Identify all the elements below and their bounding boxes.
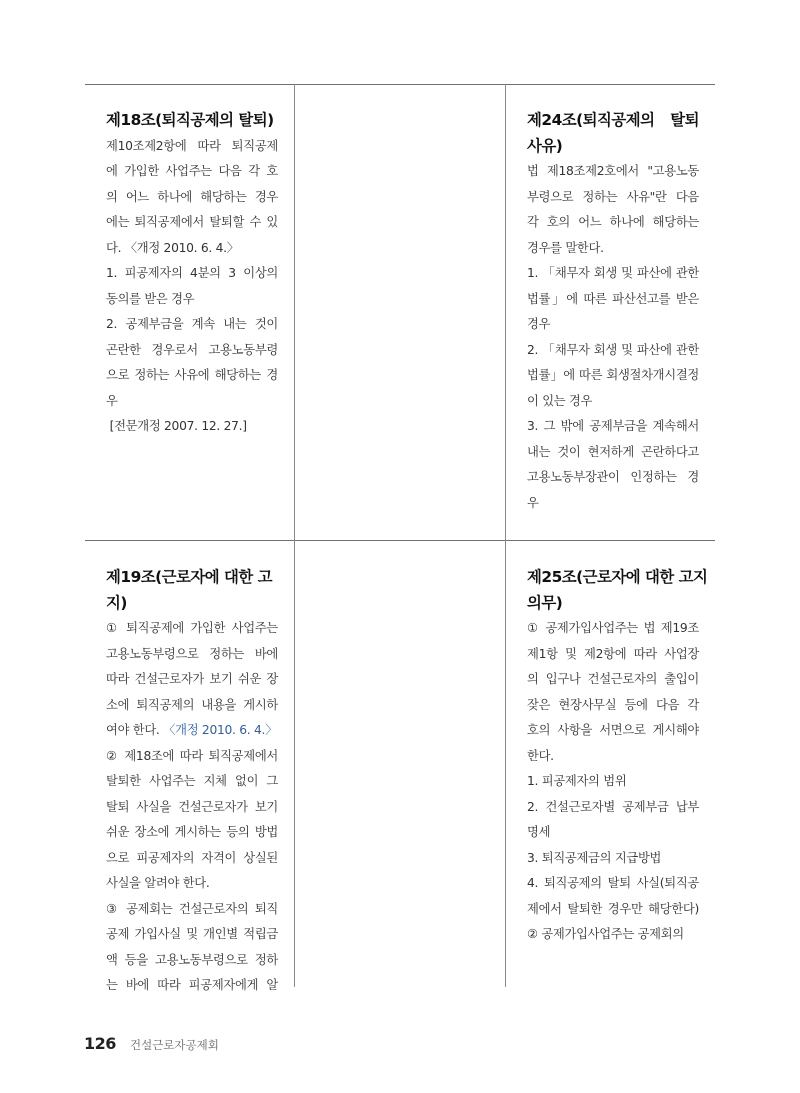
article-25-line: 3. 퇴직공제금의 지급방법 <box>527 850 662 865</box>
article-19-line: 공제 가입사실 및 개인별 적립금 <box>106 927 278 941</box>
article-19-line-text: 여야 한다. <box>106 723 164 737</box>
article-18-line: 으로 정하는 사유에 해당하는 경 <box>106 368 278 382</box>
article-18-line: 동의를 받은 경우 <box>106 291 195 306</box>
article-19-line: 따라 건설근로자가 보기 쉬운 장 <box>106 672 278 686</box>
amendment-note: 〈개정 2010. 6. 4.〉 <box>163 723 278 737</box>
article-25-line: 2. 건설근로자별 공제부금 납부 <box>527 799 699 814</box>
article-18-line: 의 어느 하나에 해당하는 경우 <box>106 189 278 204</box>
article-24-line: 법률」에 따른 파산선고를 받은 <box>527 291 699 306</box>
article-19-line: ② 제18조에 따라 퇴직공제에서 <box>106 748 278 763</box>
article-25-line: ① 공제가입사업주는 법 제19조 <box>527 621 699 635</box>
article-24-line: 우 <box>527 495 539 510</box>
article-18-line: 1. 피공제자의 4분의 3 이상의 <box>106 266 278 280</box>
article-19-title: 제19조(근로자에 대한 고지) <box>106 568 272 612</box>
article-24 <box>527 108 699 516</box>
article-24-line: 2. 「채무자 회생 및 파산에 관한 <box>527 342 699 357</box>
article-19-line: 액 등을 고용노동부령으로 정하 <box>106 952 278 967</box>
article-19-line: ③ 공제회는 건설근로자의 퇴직 <box>106 901 278 916</box>
article-19-line: 소에 퇴직공제의 내용을 게시하 <box>106 697 278 712</box>
article-24-title: 제24조(퇴직공제의 탈퇴 <box>527 111 699 129</box>
article-19-line <box>106 718 278 744</box>
article-19-line: 쉬운 장소에 게시하는 등의 방법 <box>106 825 278 839</box>
top-border <box>85 84 715 85</box>
article-18-line: 에는 퇴직공제에서 탈퇴할 수 있 <box>106 215 278 229</box>
article-24-line: 1. 「채무자 회생 및 파산에 관한 <box>527 266 699 280</box>
article-24-line: 3. 그 밖에 공제부금을 계속해서 <box>527 419 699 433</box>
article-19-line: 사실을 알려야 한다. <box>106 876 210 890</box>
article-25-line: 의 입구나 건설근로자의 출입이 <box>527 672 699 686</box>
article-25-line: 한다. <box>527 748 554 763</box>
article-25-line: ② 공제가입사업주는 공제회의 <box>527 927 684 941</box>
article-24-line: 경우 <box>527 317 551 331</box>
article-25-title: 제25조(근로자에 대한 고지 <box>527 568 708 586</box>
article-19-line: 으로 피공제자의 자격이 상실된 <box>106 850 278 865</box>
article-24-line: 내는 것이 현저하게 곤란하다고 <box>527 444 699 459</box>
article-18-line: [전문개정 2007. 12. 27.] <box>106 419 247 433</box>
article-24-line: 법률」에 따른 회생절차개시결정 <box>527 368 699 382</box>
article-24-line: 법 제18조제2호에서 "고용노동 <box>527 164 699 178</box>
article-24-line: 부령으로 정하는 사유"란 다음 <box>527 189 699 204</box>
article-19-line: 탈퇴 사실을 건설근로자가 보기 <box>106 799 278 814</box>
article-25-line: 명세 <box>527 825 551 839</box>
publisher-name: 건설근로자공제회 <box>130 1038 219 1052</box>
article-18-line: 2. 공제부금을 계속 내는 것이 <box>106 317 278 331</box>
article-25-line: 제1항 및 제2항에 따라 사업장 <box>527 646 699 661</box>
left-divider <box>294 84 295 987</box>
article-25 <box>527 565 708 948</box>
article-19-line: 탈퇴한 사업주는 지체 없이 그 <box>106 774 278 788</box>
article-24-line: 이 있는 경우 <box>527 393 593 408</box>
article-24-line: 각 호의 어느 하나에 해당하는 <box>527 215 699 229</box>
article-25-title: 의무) <box>527 593 563 612</box>
article-18 <box>106 108 278 440</box>
article-18-line: 제10조제2항에 따라 퇴직공제 <box>106 138 278 153</box>
article-19-line: 는 바에 따라 피공제자에게 알 <box>106 978 278 992</box>
page-number: 126 <box>84 1034 116 1053</box>
article-18-line: 곤란한 경우로서 고용노동부령 <box>106 342 278 357</box>
right-divider <box>505 84 506 987</box>
article-25-line: 호의 사항을 서면으로 게시해야 <box>527 723 699 737</box>
article-18-line: 다. 〈개정 2010. 6. 4.〉 <box>106 240 239 255</box>
article-25-line: 1. 피공제자의 범위 <box>527 774 627 788</box>
middle-border <box>85 540 715 541</box>
article-18-title: 제18조(퇴직공제의 탈퇴) <box>106 111 274 129</box>
article-24-line: 고용노동부장관이 인정하는 경 <box>527 470 699 484</box>
article-24-title: 사유) <box>527 136 563 155</box>
article-19-line: 고용노동부령으로 정하는 바에 <box>106 646 278 661</box>
article-18-line: 우 <box>106 393 118 408</box>
article-19 <box>106 565 278 999</box>
article-24-line: 경우를 말한다. <box>527 240 604 255</box>
article-25-line: 4. 퇴직공제의 탈퇴 사실(퇴직공 <box>527 876 699 890</box>
article-25-line: 제에서 탈퇴한 경우만 해당한다) <box>527 901 699 916</box>
article-18-line: 에 가입한 사업주는 다음 각 호 <box>106 164 278 178</box>
article-19-line: ① 퇴직공제에 가입한 사업주는 <box>106 621 278 635</box>
article-25-line: 잦은 현장사무실 등에 다음 각 <box>527 697 699 712</box>
